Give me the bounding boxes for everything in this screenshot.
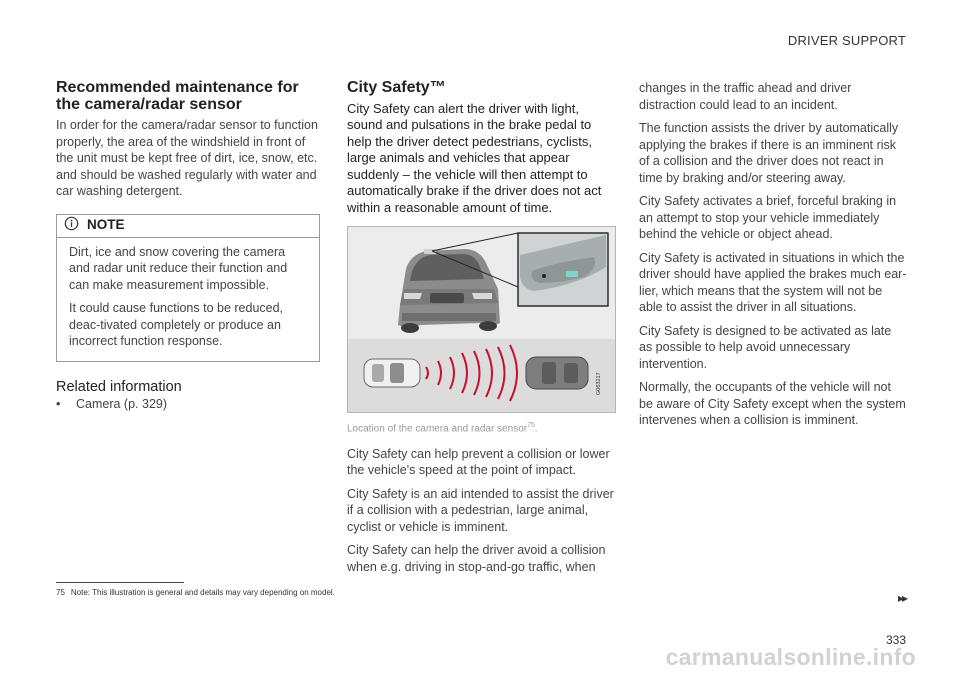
continued-paragraph-4: City Safety is activated in situations in which the driver should have applied the brakes much ear-lier, which means that the system will not be able to assist the driver in all situations. [639,250,907,314]
caption-footnote-ref[interactable]: 75 [527,422,535,429]
own-car-top-view [364,359,420,387]
column-maintenance [56,80,320,412]
related-list-item [56,396,320,413]
note-paragraph-1: Dirt, ice and snow covering the camera and radar unit reduce their function and can make measurement impossible. [69,244,288,292]
note-label: NOTE [87,217,125,233]
windshield-inset [518,233,608,306]
column-city-safety-continued [639,80,907,436]
continued-paragraph-5: City Safety is designed to be activated as late as possible to help avoid unnecessary intervention. [639,323,892,371]
next-page-arrow[interactable]: ▸▸ [897,591,906,605]
section-header: DRIVER SUPPORT [787,33,906,48]
vehicle-ahead-top-view [526,357,588,389]
camera-radar-illustration [347,226,616,413]
info-icon [64,216,79,236]
continued-paragraph-2: The function assists the driver by automatically applying the brakes if there is an imminent risk of a collision and the driver does not react in time by braking and/or steering away. [639,121,899,185]
continued-paragraph-3: City Safety activates a brief, forceful braking in an attempt to stop your vehicle immediately behind the vehicle or object ahead. [639,194,897,241]
watermark: carmanualsonline.info [665,644,916,670]
city-safety-paragraph-3: City Safety can help the driver avoid a collision when e.g. driving in stop-and-go traffic, when [347,543,606,574]
bullet: • [56,396,61,411]
maintenance-intro: In order for the camera/radar sensor to function properly, the area of the windshield in front of the unit must be kept free of dirt, ice, snow, etc. and should be washed regularly with water and car washing detergent. [56,118,318,198]
footnote [56,588,335,597]
footnote-divider [56,582,184,583]
car-front-view [398,249,500,333]
footnote-number: 75 [56,588,65,597]
continued-paragraph-1: changes in the traffic ahead and driver distraction could lead to an incident. [639,81,852,112]
city-safety-title: City Safety™ [347,79,446,96]
figure-code: G063217 [596,372,602,395]
city-safety-lead: City Safety can alert the driver with light, sound and pulsations in the brake pedal to help the driver detect pedestrians, cyclists, large animals and vehicles that appear suddenly – the vehicle will then attempt to automatically brake if the driver does not act within a reasonable amount of time. [347,100,602,215]
note-header [57,215,319,238]
page-number: 333 [885,633,906,647]
note-box [56,214,320,362]
note-paragraph-2: It could cause functions to be reduced, deac-tivated completely or produce an incorrect function response. [69,301,284,348]
caption-text: Location of the camera and radar sensor [347,423,528,435]
city-safety-paragraph-1: City Safety can help prevent a collision or lower the vehicle's speed at the point of impact. [347,446,610,478]
column-city-safety [347,80,614,582]
continued-paragraph-6: Normally, the occupants of the vehicle will not be aware of City Safety except when the system intervenes when a collision is imminent. [639,380,906,427]
footnote-text: Note: This illustration is general and details may vary depending on model. [70,588,335,597]
maintenance-title: Recommended maintenance for the camera/radar sensor [56,79,299,113]
figure-caption: Location of the camera and radar sensor$^{75}$. [347,422,538,435]
illustration-drawing [348,227,615,412]
related-information-heading: Related information [56,378,182,395]
note-body [57,238,319,361]
related-link-camera[interactable]: Camera (p. 329) [76,396,168,411]
city-safety-paragraph-2: City Safety is an aid intended to assist the driver if a collision with a pedestrian, large animal, cyclist or vehicle is imminent. [347,486,614,534]
